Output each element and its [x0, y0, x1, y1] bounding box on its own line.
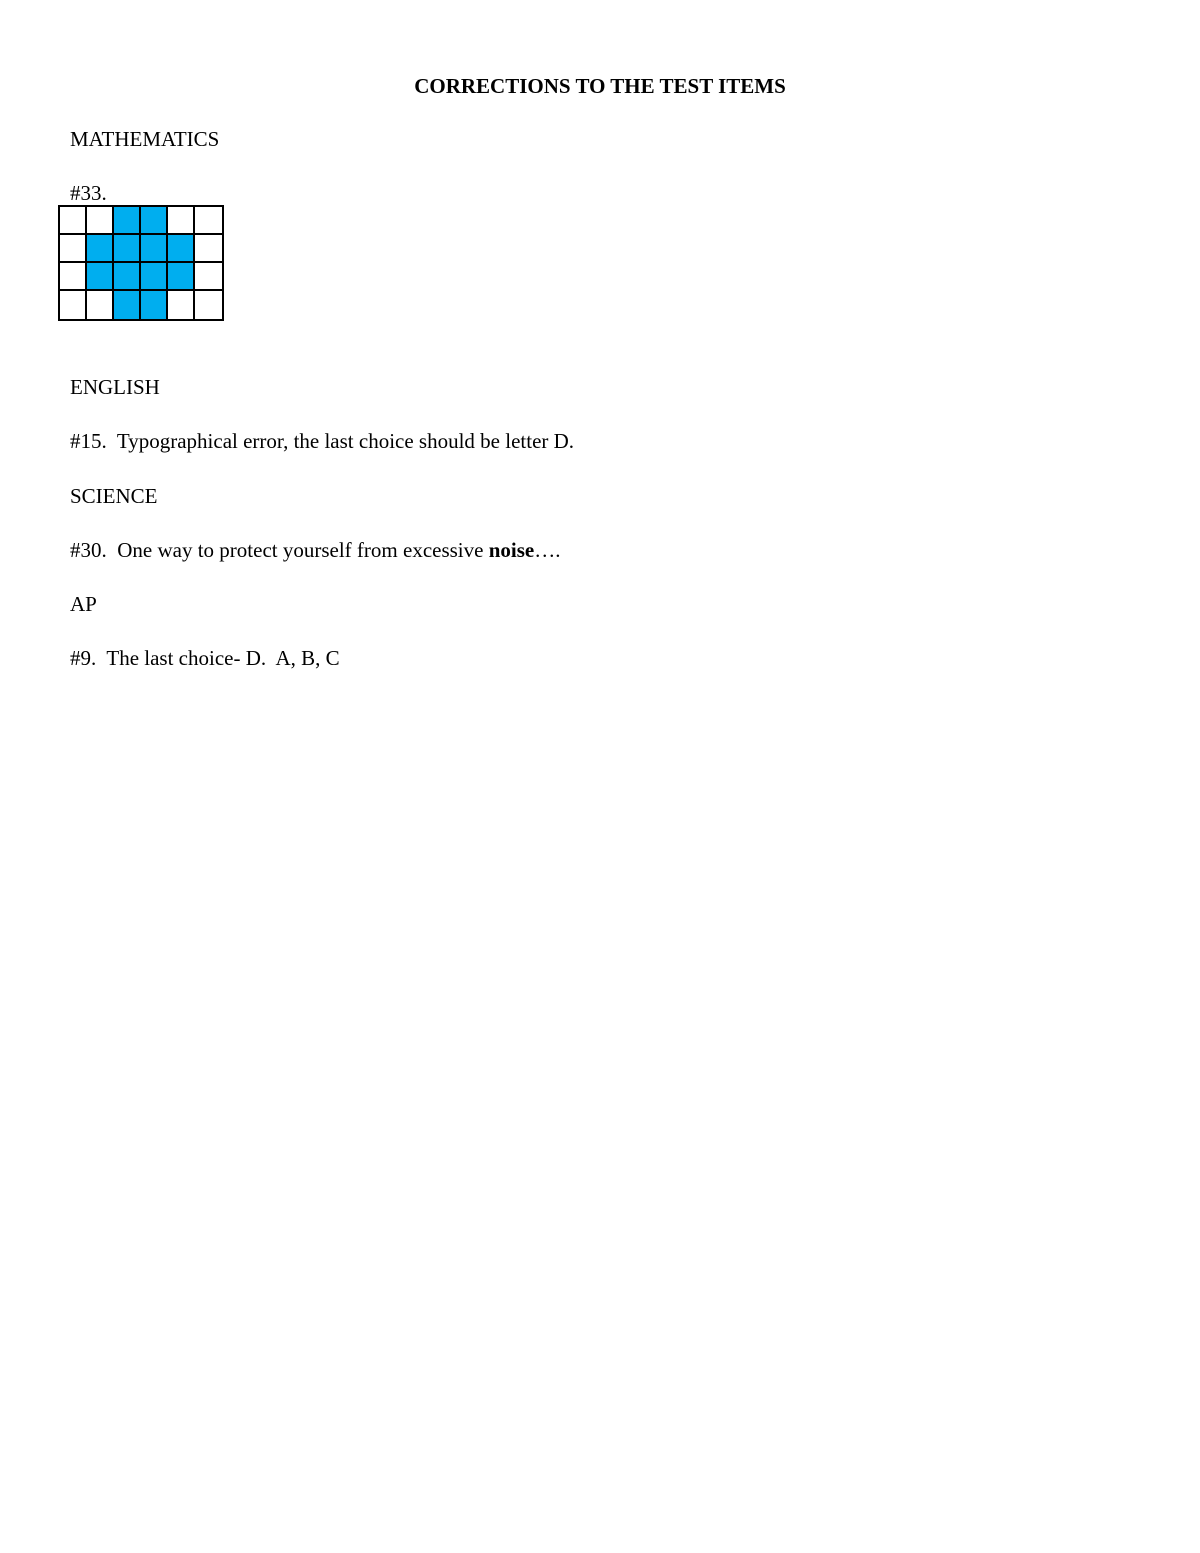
science-item-bold-word: noise: [488, 538, 535, 562]
grid-cell-shaded: [141, 207, 168, 235]
grid-cell-empty: [195, 263, 222, 291]
grid-cell-shaded: [141, 235, 168, 263]
grid-cell-empty: [60, 207, 87, 235]
math-item-number: #33.: [70, 181, 107, 205]
grid-cell-shaded: [168, 235, 195, 263]
grid-cell-empty: [195, 235, 222, 263]
page-title: CORRECTIONS TO THE TEST ITEMS: [414, 74, 786, 98]
grid-cell-empty: [195, 291, 222, 319]
grid-cell-shaded: [114, 291, 141, 319]
section-heading-science: SCIENCE: [70, 484, 158, 508]
grid-cell-empty: [60, 235, 87, 263]
grid-cell-shaded: [87, 263, 114, 291]
science-item-ellipsis: ….: [534, 538, 561, 562]
grid-cell-empty: [195, 207, 222, 235]
grid-cell-shaded: [114, 207, 141, 235]
grid-cell-empty: [60, 263, 87, 291]
english-correction-item: #15. Typographical error, the last choice should be letter D.: [70, 429, 575, 453]
science-item-text: #30. One way to protect yourself from excessive: [70, 538, 489, 562]
grid-cell-shaded: [87, 235, 114, 263]
ap-correction-item: #9. The last choice- D. A, B, C: [70, 646, 340, 670]
grid-cell-empty: [87, 207, 114, 235]
grid-cell-empty: [60, 291, 87, 319]
grid-cell-shaded: [141, 291, 168, 319]
science-correction-item: [70, 536, 560, 564]
grid-cell-empty: [87, 291, 114, 319]
section-heading-mathematics: MATHEMATICS: [70, 127, 220, 151]
grid-cell-shaded: [114, 235, 141, 263]
grid-cell-shaded: [114, 263, 141, 291]
grid-cell-empty: [168, 291, 195, 319]
section-heading-ap: AP: [70, 592, 97, 616]
shaded-grid-figure: [58, 205, 224, 321]
grid-cell-empty: [168, 207, 195, 235]
grid-cell-shaded: [141, 263, 168, 291]
section-heading-english: ENGLISH: [70, 375, 160, 399]
grid-cell-shaded: [168, 263, 195, 291]
